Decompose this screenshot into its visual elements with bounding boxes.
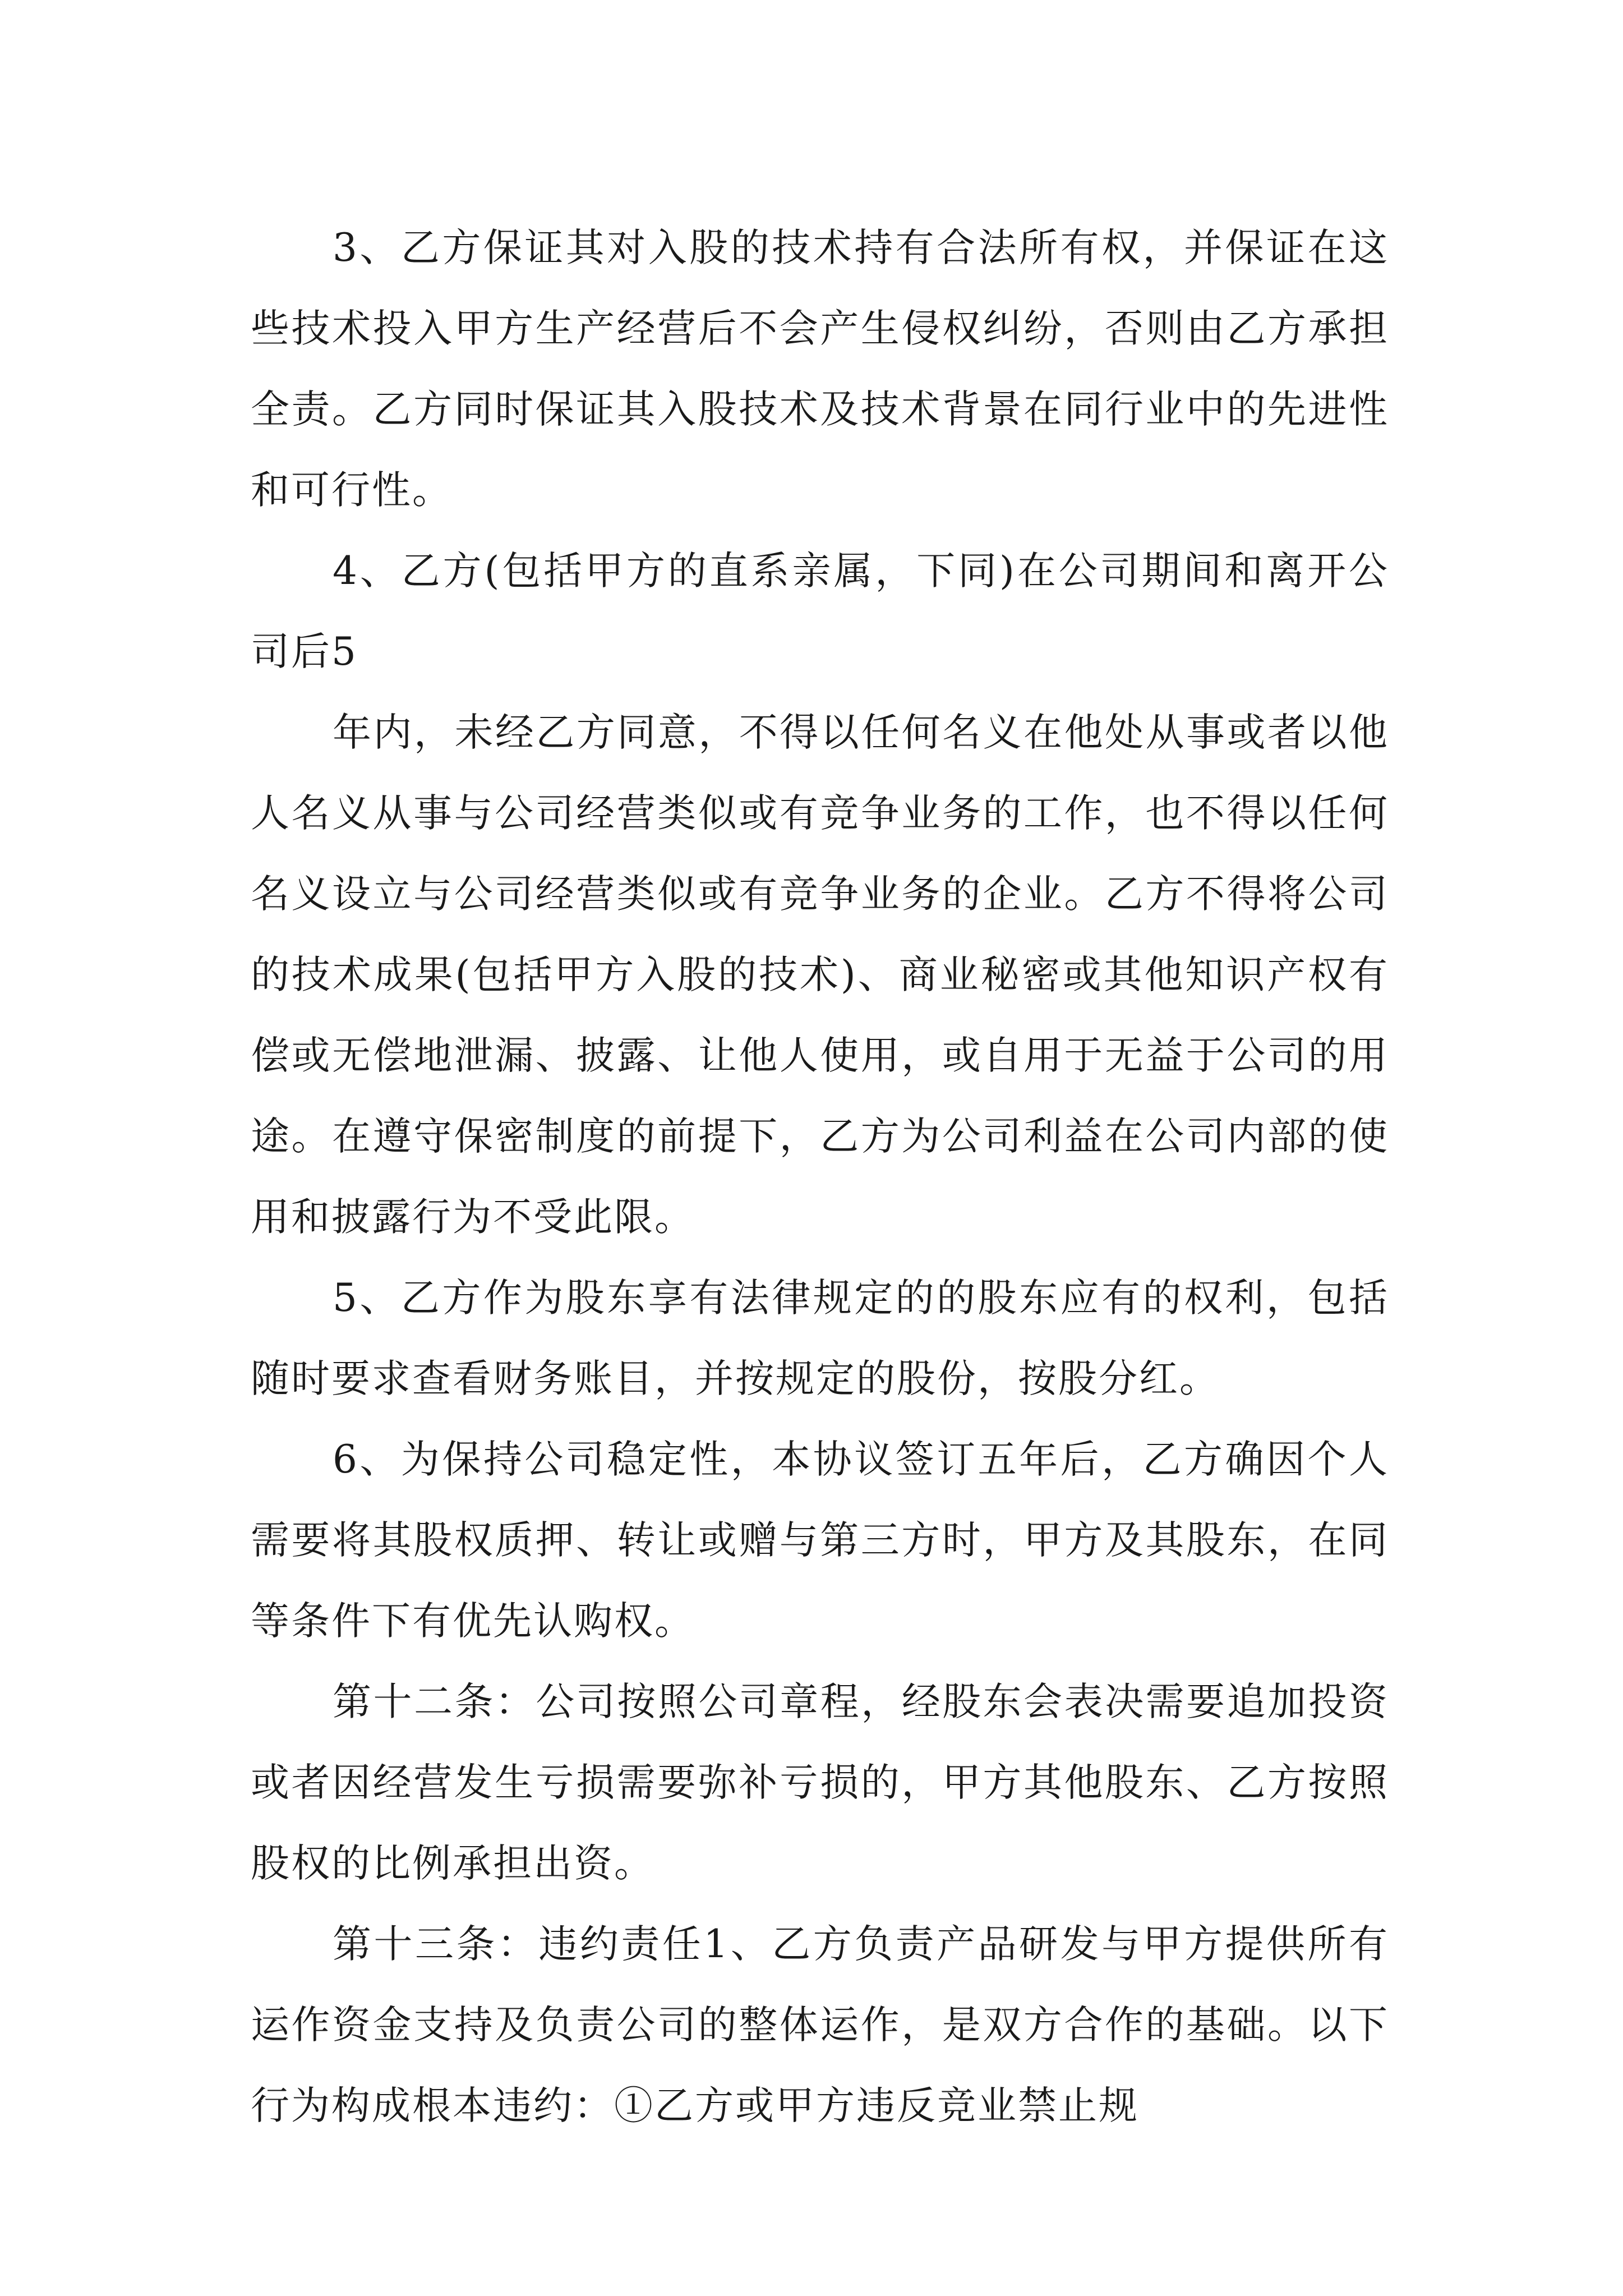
- paragraph-article-12: 第十二条：公司按照公司章程，经股东会表决需要追加投资或者因经营发生亏损需要弥补亏损的，甲方其他股东、乙方按照股权的比例承担出资。: [251, 1680, 1389, 1886]
- paragraph-noncompete-terms: 年内，未经乙方同意，不得以任何名义在他处从事或者以他人名义从事与公司经营类似或有竞争业务的工作，也不得以任何名义设立与公司经营类似或有竞争业务的企业。乙方不得将公司的技术成果(包括甲方入股的技术)、商业秘密或其他知识产权有偿或无偿地泄漏、披露、让他人使用，或自用于无益于公司的用途。在遵守保密制度的前提下，乙方为公司利益在公司内部的使用和披露行为不受此限。: [251, 710, 1389, 1240]
- paragraph-noncompete-intro: 4、乙方(包括甲方的直系亲属，下同)在公司期间和离开公司后5: [251, 549, 1389, 674]
- paragraph-shareholder-rights: 5、乙方作为股东享有法律规定的的股东应有的权利，包括随时要求查看财务账目，并按规定的股份，按股分红。: [251, 1276, 1389, 1401]
- paragraph-tech-ownership: 3、乙方保证其对入股的技术持有合法所有权，并保证在这些技术投入甲方生产经营后不会产生侵权纠纷，否则由乙方承担全责。乙方同时保证其入股技术及技术背景在同行业中的先进性和可行性。: [251, 226, 1389, 513]
- paragraph-preemptive-right: 6、为保持公司稳定性，本协议签订五年后，乙方确因个人需要将其股权质押、转让或赠与第三方时，甲方及其股东，在同等条件下有优先认购权。: [251, 1437, 1389, 1644]
- paragraph-article-13: 第十三条：违约责任1、乙方负责产品研发与甲方提供所有运作资金支持及负责公司的整体运作，是双方合作的基础。以下行为构成根本违约：①乙方或甲方违反竞业禁止规: [251, 1922, 1389, 2128]
- document-body: [251, 208, 1389, 2146]
